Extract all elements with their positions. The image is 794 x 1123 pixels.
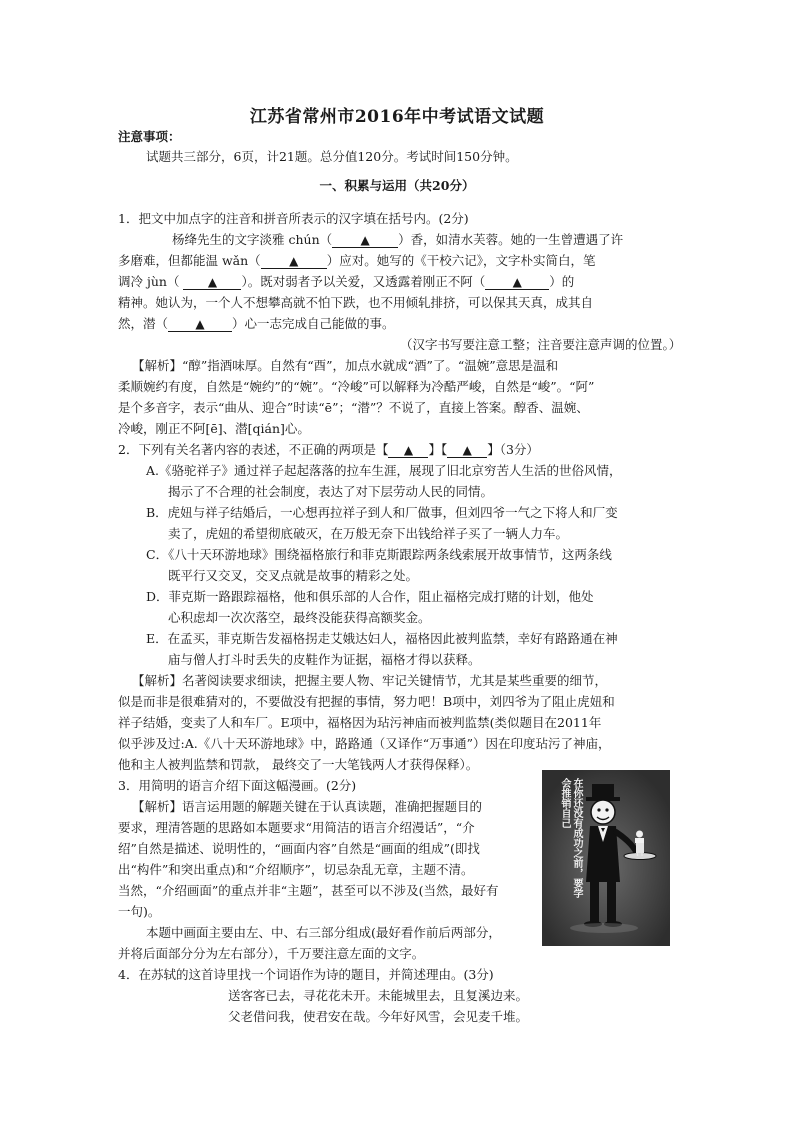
q3-analysis-line-8: 并将后面部分分为左右部分），千万要注意左面的文字。 [118,946,425,961]
q1-answer-blank-chun[interactable]: ▲ [332,233,398,248]
q2-option-b-line-1: B．虎妞与祥子结婚后，一心想再拉祥子到人和厂做事，但刘四爷一气之下将人和厂变 [146,505,618,520]
q1-text-after-jun: ）。既对弱者予以关爱，又透露着刚正不阿（ [241,274,486,289]
q1-answer-blank-wan[interactable]: ▲ [261,254,327,269]
q2-analysis-line-4: 似乎涉及过:A.《八十天环游地球》中，路路通（又译作“万事通”）因在印度玷污了神庙， [118,736,611,751]
section-heading-1: 一、积累与运用（共20分） [319,178,475,193]
notice-body: 试题共三部分，6页，计21题。总分值120分。考试时间150分钟。 [146,149,518,164]
q1-analysis-line-2: 柔顺婉约有度，自然是“婉约”的“婉”。“冷峻”可以解释为冷酷严峻，自然是“峻”。“阿” [118,379,595,394]
q3-analysis-line-7: 本题中画面主要由左、中、右三部分组成(最好看作前后两部分， [146,925,501,940]
q2-analysis-line-2: 似是而非是很难猜对的，不要做没有把握的事情，努力吧！B项中，刘四爷为了阻止虎妞和 [118,694,615,709]
q2-stem-mid: 】【 [428,442,448,457]
q3-analysis-line-3: 绍”自然是描述、说明性的，“画面内容”自然是“画面的组成”(即找 [118,841,480,856]
q2-answer-blank-1[interactable]: ▲ [388,443,428,458]
q1-analysis-line-3: 是个多音字，表示“曲从、迎合”时读“ē”；“潜”？不说了，直接上答案。醇香、温婉、 [118,400,589,415]
q1-text-wan: 多磨难，但都能温 wǎn（ [118,253,261,268]
q2-option-a-line-1: A.《骆驼祥子》通过祥子起起落落的拉车生涯，展现了旧北京穷苦人生活的世俗风情， [146,463,622,478]
q1-passage-line-4: 精神。她认为，一个人不想攀高就不怕下跌，也不用倾轧排挤，可以保其天真，成其自 [118,295,594,310]
q1-writing-note: （汉字书写要注意工整；注音要注意声调的位置。） [400,337,682,352]
q1-passage-line-2 [118,252,595,270]
q2-analysis-line-3: 祥子结婚，变卖了人和车厂。E项中，福格因为玷污神庙而被判监禁(类似题目在2011年 [118,715,602,730]
q3-analysis-line-2: 要求，理清答题的思路如本题要求“用简洁的语言介绍漫话”，“介 [118,820,475,835]
q2-stem-end: 】（3分） [487,442,539,457]
q1-text-qian: 然，潜（ [118,316,169,331]
q3-analysis-line-1: 【解析】语言运用题的解题关键在于认真读题，准确把握题目的 [132,799,483,814]
q1-answer-blank-e[interactable]: ▲ [485,275,549,290]
q3-stem: 3．用简明的语言介绍下面这幅漫画。(2分) [118,778,357,793]
q1-answer-blank-qian[interactable]: ▲ [168,317,232,332]
q1-passage-line-1 [172,231,623,249]
q2-stem [118,441,539,459]
q2-option-c-line-1: C．《八十天环游地球》围绕福格旅行和菲克斯跟踪两条线索展开故事情节，这两条线 [146,547,612,562]
q2-analysis-line-1: 【解析】名著阅读要求细读，把握主要人物、牢记关键情节，尤其是某些重要的细节， [132,673,608,688]
q4-stem: 4．在苏轼的这首诗里找一个词语作为诗的题目，并简述理由。(3分) [118,967,494,982]
cartoon-illustration [542,770,670,946]
q1-passage-line-3 [118,273,574,291]
q3-analysis-line-6: 一句)。 [118,904,161,919]
q1-passage-line-5 [118,315,395,333]
q2-answer-blank-2[interactable]: ▲ [447,443,487,458]
page-title: 江苏省常州市2016年中考试语文试题 [249,107,545,127]
q4-poem-line-2: 父老借问我，使君安在哉。今年好风雪，会见麦千堆。 [228,1009,529,1024]
q2-stem-text: 2．下列有关名著内容的表述，不正确的两项是【 [118,442,389,457]
q3-analysis-line-5: 当然，“介绍画面”的重点并非“主题”，甚至可以不涉及(当然，最好有 [118,883,499,898]
q1-stem: 1．把文中加点字的注音和拼音所表示的汉字填在括号内。(2分) [118,211,469,226]
q2-option-b-line-2: 卖了，虎妞的希望彻底破灭，在万般无奈下出钱给祥子买了一辆人力车。 [168,526,569,541]
q1-text-after-e: ）的 [549,274,575,289]
q1-answer-blank-jun[interactable]: ▲ [183,275,241,290]
q2-option-c-line-2: 既平行又交叉，交叉点就是故事的精彩之处。 [168,568,419,583]
cartoon-caption: 在你还没有成功之前，要学会推销自己 [559,778,582,898]
q3-analysis-line-4: 出“构件”和突出重点)和“介绍顺序”，切忌杂乱无章，主题不清。 [118,862,474,877]
q1-analysis-line-1: 【解析】“醇”指酒味厚。自然有“酉”，加点水就成“酒”了。“温婉”意思是温和 [132,358,559,373]
notice-heading: 注意事项： [118,129,181,144]
q1-text-after-qian: ）心一志完成自己能做的事。 [232,316,395,331]
q2-option-e-line-1: E．在孟买，菲克斯告发福格拐走艾娥达妇人，福格因此被判监禁，幸好有路路通在神 [146,631,618,646]
q1-text-after-wan: ）应对。她写的《干校六记》，文字朴实简白，笔 [326,253,596,268]
q1-analysis-line-4: 冷峻，刚正不阿[ē]、潜[qián]心。 [118,421,310,436]
q2-option-e-line-2: 庙与僧人打斗时丢失的皮鞋作为证据，福格才得以获释。 [168,652,481,667]
q2-option-d-line-2: 心积虑却一次次落空，最终没能获得高额奖金。 [168,610,431,625]
q1-text-after-chun: ）香，如清水芙蓉。她的一生曾遭遇了许 [398,232,624,247]
q1-text-chun: 杨绛先生的文字淡雅 chún（ [172,232,333,247]
q2-option-d-line-1: D．菲克斯一路跟踪福格，他和俱乐部的人合作，阻止福格完成打赌的计划，他处 [146,589,594,604]
q2-analysis-line-5: 他和主人被判监禁和罚款， 最终交了一大笔钱两人才获得保释）。 [118,757,479,772]
q4-poem-line-1: 送客客已去，寻花花未开。未能城里去，且复溪边来。 [228,988,529,1003]
q1-text-jun: 调冷 jùn（ [118,274,184,289]
q2-option-a-line-2: 揭示了不合理的社会制度，表达了对下层劳动人民的同情。 [168,484,494,499]
